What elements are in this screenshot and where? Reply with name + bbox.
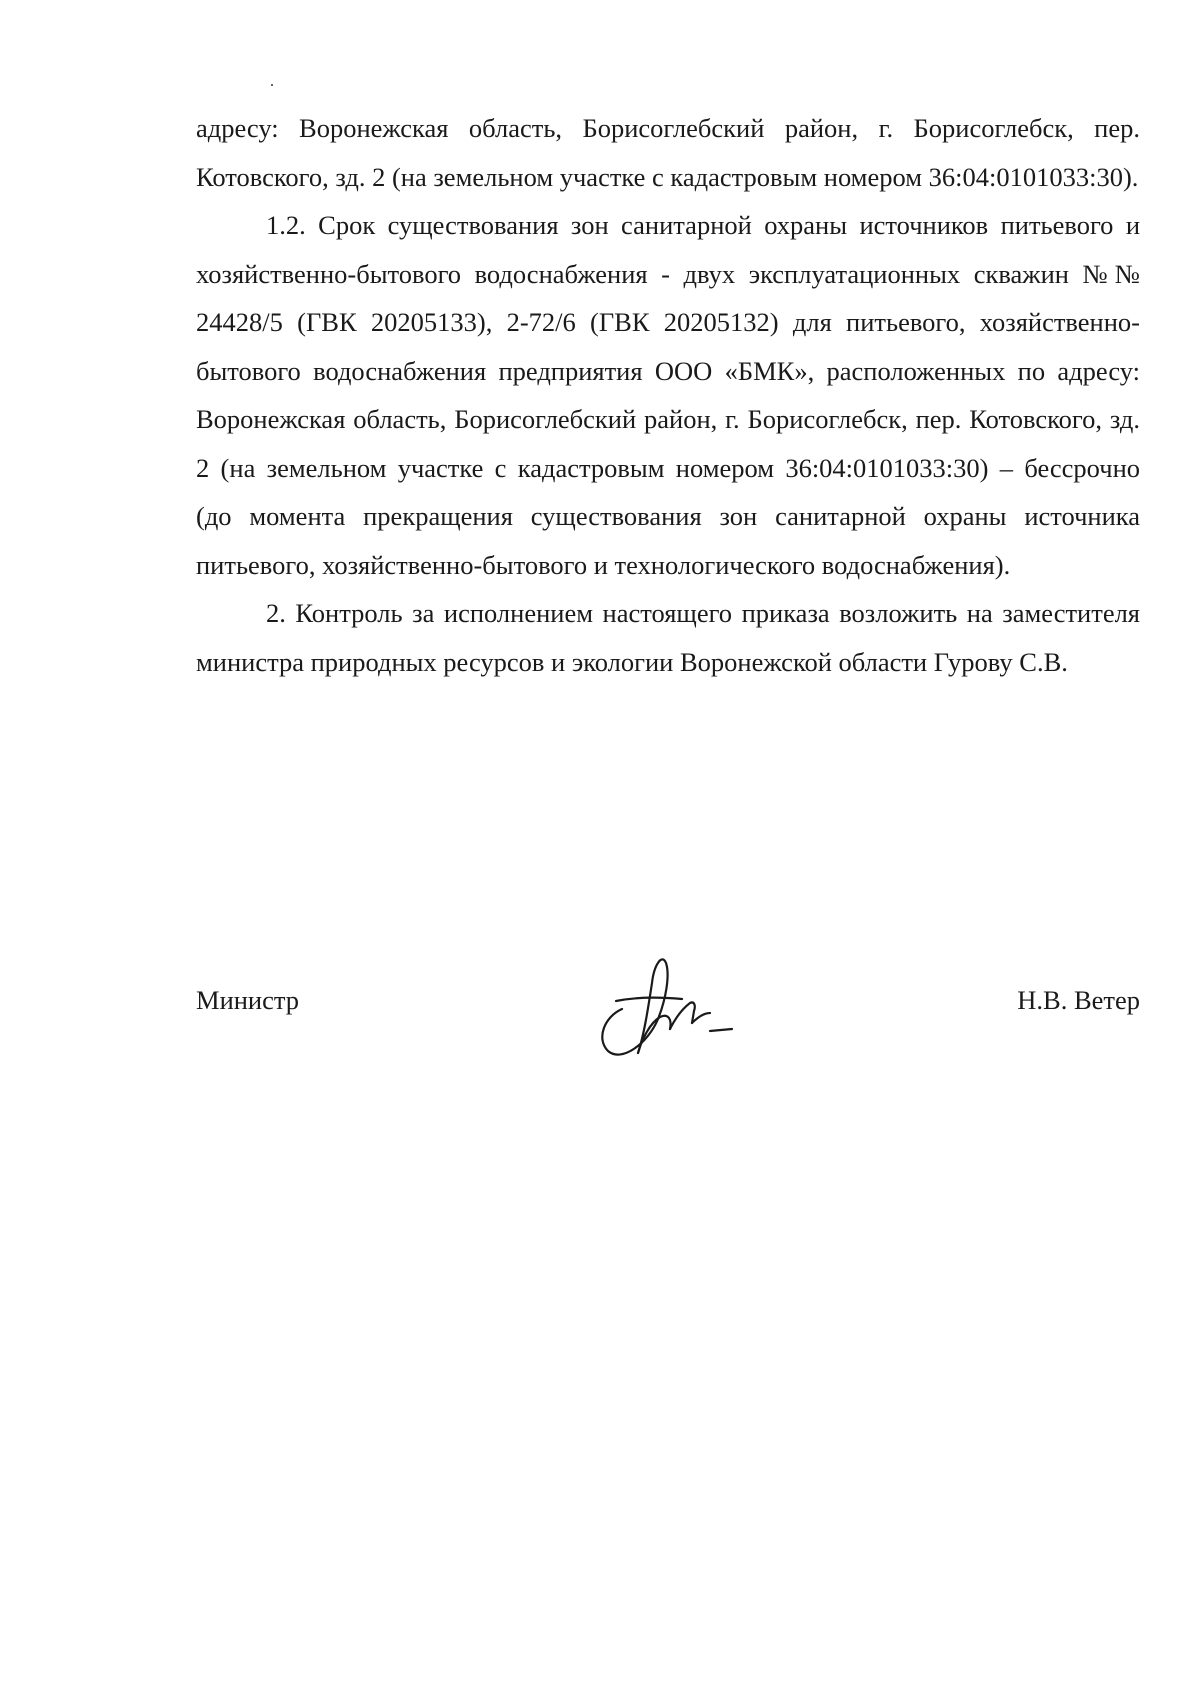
handwritten-signature [582,939,742,1069]
paragraph-2: 2. Контроль за исполнением настоящего приказа возложить на заместителя министра природных ресурсов и экологии Воронежской области Гурову С.В. [196,598,1140,677]
paragraph-1-2: 1.2. Срок существования зон санитарной охраны источников питьевого и хозяйственно-бытового водоснабжения - двух эксплуатационных скважин №№ 24428/5 (ГВК 20205133), 2-72/6 (ГВК 20205132) для питьевого, хозяйственно-бытового водоснабжения предприятия ООО «БМК», расположенных по адресу: Воронежская область, Борисоглебский район, г. Борисоглебск, пер. Котовского, зд. 2 (на земельном участке с кадастровым номером 36:04:0101033:30) – бессрочно (до момента прекращения существования зон санитарной охраны источника питьевого, хозяйственно-бытового и технологического водоснабжения). [196,210,1140,580]
scan-speck [271,84,273,86]
document-body [196,104,1140,686]
paragraph-continuation: адресу: Воронежская область, Борисоглебский район, г. Борисоглебск, пер. Котовского, зд. 2 (на земельном участке с кадастровым номером 36:04:0101033:30). [196,113,1140,192]
signer-position: Министр [196,985,300,1015]
signer-name: Н.В. Ветер [1017,985,1140,1015]
signature-block [196,975,1140,1085]
